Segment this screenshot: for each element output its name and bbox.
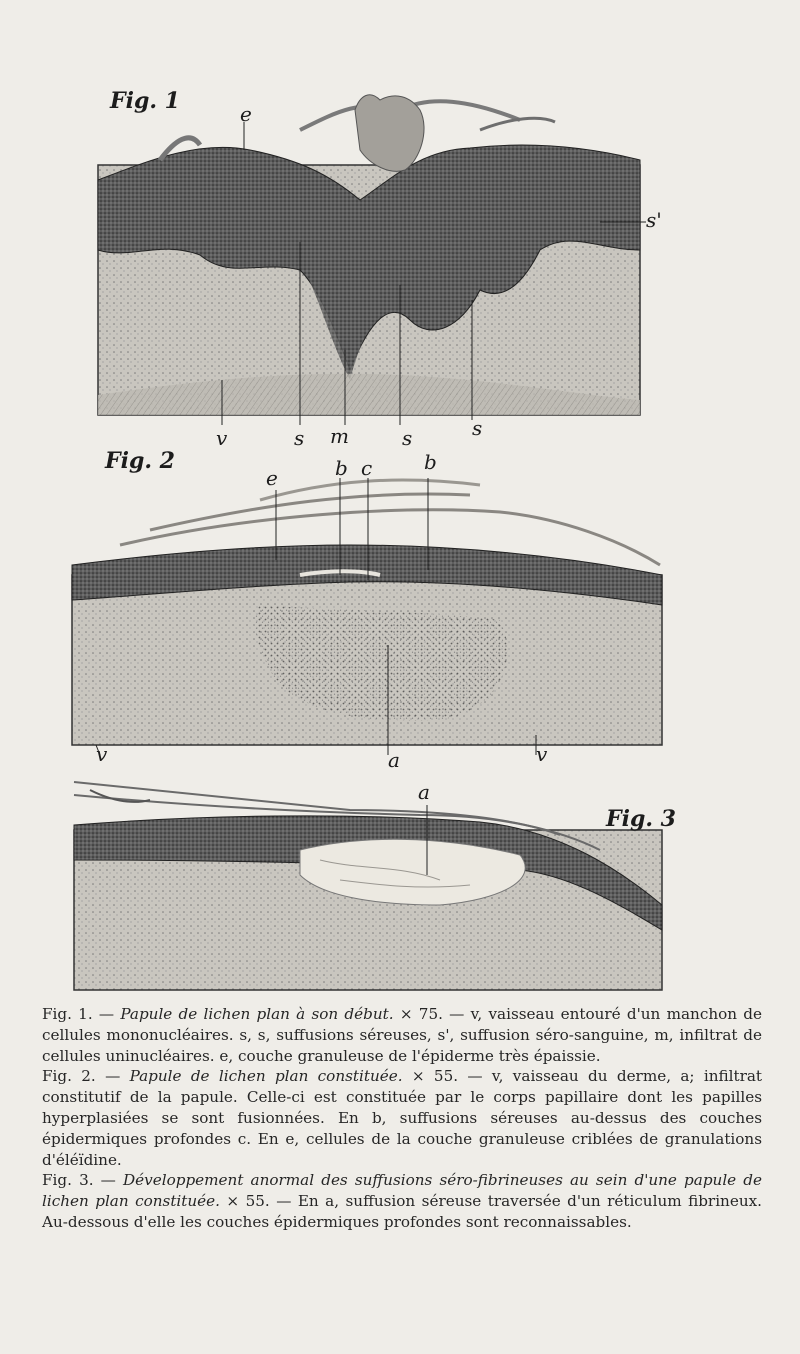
- fig3-title: Fig. 3: [606, 806, 676, 832]
- caption-fig2-title: Papule de lichen plan constituée.: [129, 1067, 412, 1086]
- caption-fig1-body: × 75. — v, vaisseau entouré d'un manchon de cellules mononucléaires. s, s, suffusions séreuses, s', suffusion séro-sanguine, m, infiltrat de cellules uninucléaires. e, couche granuleuse de l'épiderme très épaissie.: [42, 1005, 762, 1065]
- caption-fig3-label: Fig. 3. —: [42, 1171, 123, 1190]
- caption-fig2-body: × 55. — v, vaisseau du derme, a; infiltrat constitutif de la papule. Celle-ci est constituée par le corps papillaire dont les papilles hyperplasiées se sont fusionnées. En b, suffusions séreuses au-dessus des couches épidermiques profondes c. En e, cellules de la couche granuleuse criblées de granulations d'éléïdine.: [42, 1067, 762, 1169]
- caption-fig1-title: Papule de lichen plan à son début.: [120, 1005, 400, 1023]
- fig1-label-s3: s: [472, 416, 483, 440]
- fig1-plate: [98, 95, 646, 425]
- fig2-label-b1: b: [335, 456, 348, 480]
- fig1-title: Fig. 1: [110, 88, 180, 114]
- fig2-label-a: a: [388, 748, 400, 772]
- fig1-label-s2: s: [402, 426, 413, 450]
- fig1-label-m: m: [330, 424, 349, 448]
- fig2-label-v2: v: [536, 742, 548, 766]
- caption-fig3: [42, 1170, 762, 1232]
- fig2-label-c: c: [361, 456, 373, 480]
- caption-fig1: [42, 1004, 762, 1066]
- fig2-label-v1: v: [96, 742, 108, 766]
- fig1-label-s-prime: s': [646, 208, 662, 232]
- fig1-label-e: e: [240, 102, 252, 126]
- fig1-label-v: v: [216, 426, 228, 450]
- fig2-plate: [72, 478, 662, 755]
- fig3-plate: [74, 782, 662, 990]
- caption-fig3-body: × 55. — En a, suffusion séreuse traversée d'un réticulum fibrineux. Au-dessous d'elle les couches épidermiques profondes sont reconnaissables.: [42, 1192, 762, 1231]
- fig2-label-e: e: [266, 466, 278, 490]
- caption-fig1-label: Fig. 1. —: [42, 1005, 121, 1023]
- fig2-label-b2: b: [424, 450, 437, 474]
- caption-fig2: [42, 1066, 762, 1170]
- caption-fig2-label: Fig. 2. —: [42, 1067, 130, 1086]
- fig2-title: Fig. 2: [105, 448, 175, 474]
- caption-fig3-title: Développement anormal des suffusions séro-fibrineuses au sein d'une papule de lichen plan constituée.: [42, 1171, 762, 1211]
- caption-block: [42, 1004, 762, 1233]
- fig1-label-s1: s: [294, 426, 305, 450]
- fig3-label-a: a: [418, 780, 430, 804]
